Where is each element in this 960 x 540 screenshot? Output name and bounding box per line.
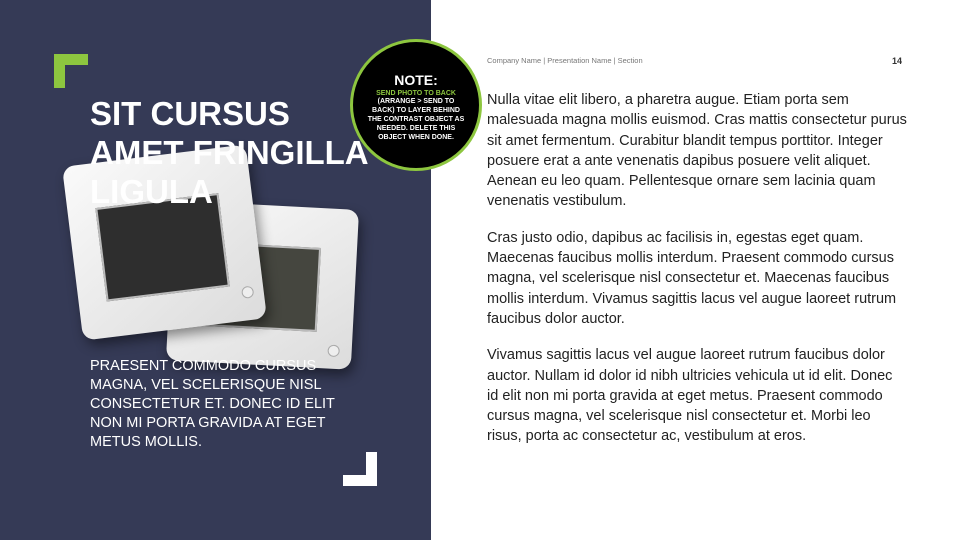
note-highlight: SEND PHOTO TO BACK — [376, 90, 456, 97]
paragraph: Cras justo odio, dapibus ac facilisis in, egestas eget quam. Maecenas faucibus mollis interdum. Praesent commodo cursus magna, vel scelerisque nisl consectetur et. Maecenas faucibus mollis interdum. Vivamus sagittis lacus vel augue laoreet rutrum faucibus dolor auctor. — [487, 229, 897, 327]
slide-title: SIT CURSUS AMET FRINGILLA LIGULA — [90, 95, 368, 210]
corner-bracket-bottom-right — [343, 452, 377, 486]
paragraph: Nulla vitae elit libero, a pharetra augue. Etiam porta sem malesuada magna mollis euismod. Cras mattis consectetur purus sit amet fermentum. Curabitur blandit tempus porttitor. Integer posuere erat a ante venenatis dapibus posuere velit aliquet. Aenean eu leo quam. Pellentesque ornare sem lacinia quam venenatis vestibulum. — [487, 92, 907, 210]
header-breadcrumb: Company Name | Presentation Name | Section — [487, 56, 643, 65]
note-heading: NOTE: — [394, 72, 438, 88]
note-text: (ARRANGE > SEND TO BACK) TO LAYER BEHIND THE CONTRAST OBJECT AS NEEDED. DELETE THIS OBJECT WHEN DONE. — [367, 98, 465, 141]
slide-subtitle: PRAESENT COMMODO CURSUS MAGNA, VEL SCELERISQUE NISL CONSECTETUR ET. DONEC ID ELIT NON MI PORTA GRAVIDA AT EGET METUS MOLLIS. — [90, 358, 335, 450]
slide-dot — [241, 286, 254, 299]
page-number: 14 — [892, 56, 903, 66]
corner-bracket-top-left — [54, 54, 88, 88]
body-text — [487, 90, 907, 463]
note-callout[interactable] — [350, 39, 482, 171]
paragraph: Vivamus sagittis lacus vel augue laoreet rutrum faucibus dolor auctor. Nullam id dolor id nibh ultricies vehicula ut id elit. Donec id elit non mi porta gravida at eget metus. Praesent commodo cursus magna, vel scelerisque nisl consectetur et. Morbi leo risus, porta ac consectetur ac, vestibulum at eros. — [487, 347, 893, 445]
slide-dot — [327, 345, 340, 358]
